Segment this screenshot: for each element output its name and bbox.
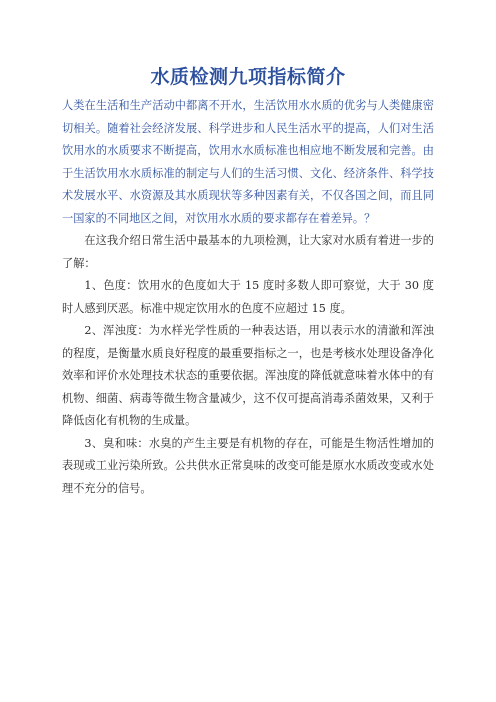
- paragraph-intro: 人类在生活和生产活动中都离不开水，生活饮用水水质的优劣与人类健康密切相关。随着社会经济发展、科学进步和人民生活水平的提高，人们对生活饮用水的水质要求不断提高，饮用水水质标准也相应地不断发展和完善。由于生活饮用水水质标准的制定与人们的生活习惯、文化、经济条件、科学技术发展水平、水资源及其水质现状等多种因素有关，不仅各国之间，而且同一国家的不同地区之间，对饮用水水质的要求都存在着差异。？: [62, 99, 434, 225]
- document-title: 水质检测九项指标简介: [150, 66, 346, 88]
- paragraph-odor-taste: 3、臭和味：水臭的产生主要是有机物的存在，可能是生物活性增加的表现或工业污染所致。公共供水正常臭味的改变可能是原水水质改变或水处理不充分的信号。: [62, 436, 434, 495]
- paragraph-overview: 在这我介绍日常生活中最基本的九项检测，让大家对水质有着进一步的了解：: [62, 234, 434, 270]
- paragraph-turbidity: 2、浑浊度：为水样光学性质的一种表达语，用以表示水的清澈和浑浊的程度，是衡量水质良好程度的最重要指标之一，也是考核水处理设备净化效率和评价水处理技术状态的重要依据。浑浊度的降低就意味着水体中的有机物、细菌、病毒等微生物含量减少，这不仅可提高消毒杀菌效果，又利于降低卤化有机物的生成量。: [62, 324, 434, 427]
- paragraph-color: 1、色度：饮用水的色度如大于 15 度时多数人即可察觉，大于 30 度时人感到厌恶。标准中规定饮用水的色度不应超过 15 度。: [62, 279, 434, 315]
